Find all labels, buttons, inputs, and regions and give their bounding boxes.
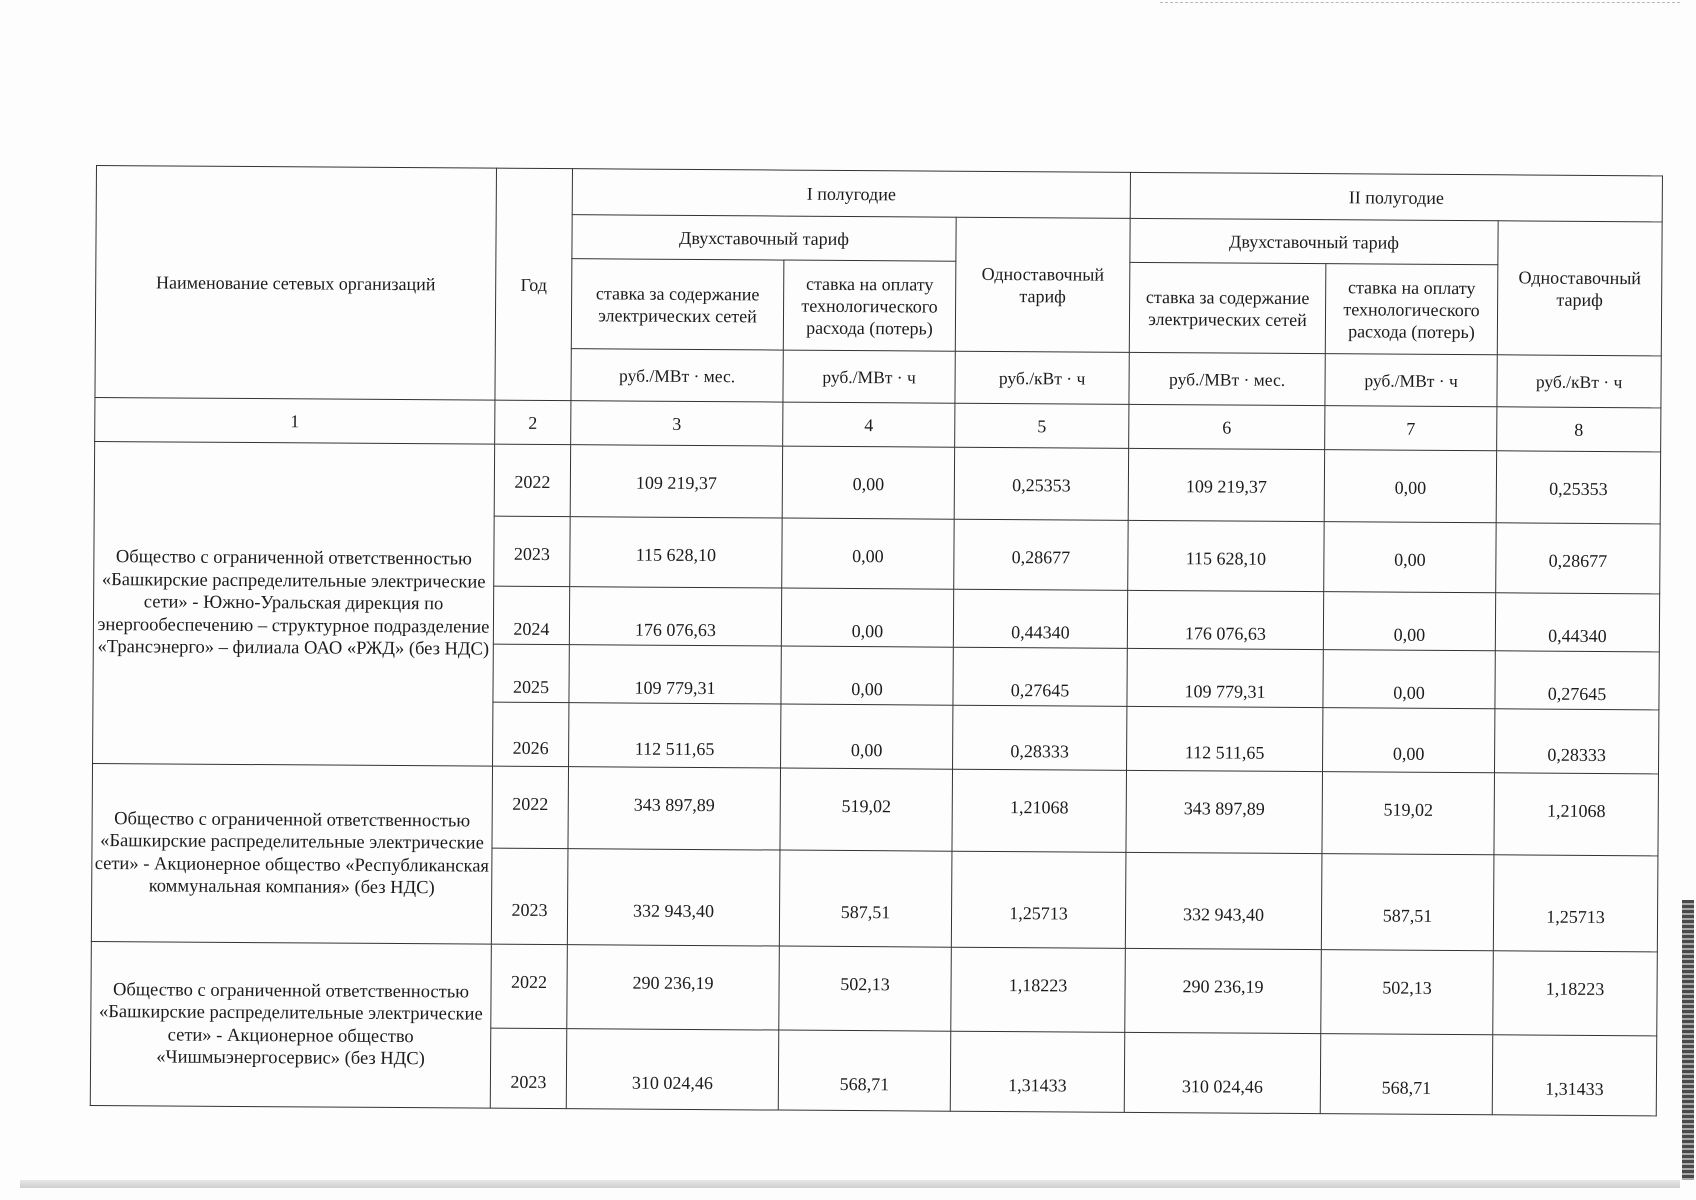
value-cell: 587,51: [1321, 854, 1494, 951]
value-cell: 109 219,37: [570, 445, 782, 518]
year-cell: 2022: [491, 944, 568, 1029]
header-unit-losses-2: руб./МВт · ч: [1325, 354, 1497, 407]
table-row: [94, 441, 1660, 523]
value-cell: 0,00: [781, 704, 953, 769]
header-unit-losses-1: руб./МВт · ч: [783, 350, 955, 403]
value-cell: 332 943,40: [1125, 852, 1322, 949]
value-cell: 519,02: [1322, 772, 1495, 855]
column-number: 2: [495, 400, 571, 445]
value-cell: 519,02: [780, 768, 953, 851]
year-cell: 2022: [492, 766, 569, 849]
value-cell: 1,31433: [950, 1031, 1125, 1112]
value-cell: 176 076,63: [569, 587, 781, 646]
year-cell: 2023: [494, 516, 570, 587]
value-cell: 0,00: [782, 446, 954, 519]
header-unit-single-1: руб./кВт · ч: [955, 351, 1129, 404]
value-cell: 568,71: [1320, 1034, 1493, 1115]
column-number: 1: [95, 397, 495, 444]
year-cell: 2023: [490, 1028, 567, 1109]
header-rate-losses-1: ставка на оплату технологического расхода (потерь): [783, 260, 956, 351]
table-body: [90, 441, 1660, 1115]
header-rate-maintenance-1: ставка за содержание электрических сетей: [571, 259, 784, 350]
value-cell: 290 236,19: [567, 945, 780, 1030]
column-number: 3: [571, 401, 783, 446]
header-rate-maintenance-2: ставка за содержание электрических сетей: [1129, 262, 1326, 353]
value-cell: 0,44340: [1495, 593, 1659, 652]
header-rate-losses-2: ставка на оплату технологического расхода (потерь): [1325, 264, 1498, 355]
value-cell: 1,21068: [952, 769, 1127, 852]
value-cell: 112 511,65: [569, 703, 781, 768]
scan-artifact-right: [1682, 900, 1694, 1180]
column-number: 8: [1497, 407, 1661, 452]
value-cell: 0,25353: [1496, 451, 1660, 524]
value-cell: 310 024,46: [1124, 1032, 1321, 1113]
value-cell: 115 628,10: [570, 517, 782, 588]
table-row: [92, 763, 1659, 855]
header-unit-maintenance-2: руб./МВт · мес.: [1129, 352, 1325, 405]
value-cell: 502,13: [1321, 950, 1494, 1035]
value-cell: 0,28333: [1495, 709, 1659, 774]
value-cell: 112 511,65: [1127, 706, 1323, 771]
header-year: Год: [495, 168, 573, 400]
header-org-name: Наименование сетевых организаций: [95, 166, 497, 401]
value-cell: 0,27645: [1495, 651, 1659, 710]
value-cell: 115 628,10: [1128, 520, 1324, 591]
header-half-2: II полугодие: [1130, 172, 1662, 222]
value-cell: 1,25713: [951, 851, 1126, 948]
column-number: 6: [1129, 404, 1325, 449]
value-cell: 1,18223: [1493, 951, 1658, 1036]
header-unit-single-2: руб./кВт · ч: [1497, 355, 1661, 408]
value-cell: 343 897,89: [568, 767, 781, 850]
column-number: 7: [1325, 406, 1497, 451]
value-cell: 0,00: [781, 588, 953, 647]
tariff-table: [90, 165, 1663, 1116]
column-number: 5: [955, 403, 1129, 448]
value-cell: 0,00: [782, 518, 954, 589]
header-two-part-tariff-2: Двухставочный тариф: [1130, 218, 1498, 264]
value-cell: 310 024,46: [566, 1029, 779, 1110]
year-cell: 2025: [493, 644, 569, 703]
scan-artifact-top: [1160, 2, 1680, 5]
value-cell: 290 236,19: [1125, 948, 1322, 1033]
org-name-3: Общество с ограниченной ответственностью «Башкирские распределительные электрические сети» - Акционерное общество «Чишмыэнергосервис» (без НДС): [90, 941, 491, 1108]
year-cell: 2022: [494, 444, 570, 517]
column-number: 4: [783, 402, 955, 447]
value-cell: 0,00: [1324, 522, 1496, 593]
value-cell: 109 779,31: [569, 645, 781, 704]
value-cell: 1,21068: [1494, 773, 1659, 856]
table-row: [91, 941, 1658, 1035]
value-cell: 176 076,63: [1127, 590, 1323, 649]
value-cell: 0,28333: [953, 705, 1127, 770]
year-cell: 2023: [491, 848, 568, 945]
header-half-1: I полугодие: [572, 169, 1130, 219]
value-cell: 0,25353: [954, 447, 1128, 520]
value-cell: 0,27645: [953, 647, 1127, 706]
value-cell: 0,28677: [954, 519, 1128, 590]
value-cell: 1,18223: [951, 947, 1126, 1032]
value-cell: 332 943,40: [567, 849, 780, 946]
value-cell: 1,31433: [1492, 1035, 1657, 1116]
org-name-1: Общество с ограниченной ответственностью «Башкирские распределительные электрические сети» - Южно-Уральская дирекция по энергообеспечению – структурное подразделение «Трансэнерго» – филиала ОАО «РЖД» (без НДС): [93, 441, 495, 766]
value-cell: 0,00: [1323, 650, 1495, 709]
value-cell: 0,00: [1323, 708, 1495, 773]
tariff-table-wrapper: [90, 165, 1662, 1116]
year-cell: 2026: [493, 702, 569, 767]
value-cell: 0,28677: [1496, 523, 1660, 594]
value-cell: 343 897,89: [1126, 770, 1323, 853]
header-single-rate-2: Одноставочный тариф: [1497, 221, 1662, 356]
value-cell: 0,00: [1323, 592, 1495, 651]
value-cell: 1,25713: [1493, 855, 1658, 952]
scan-artifact-bottom: [20, 1180, 1680, 1188]
value-cell: 0,44340: [953, 589, 1127, 648]
value-cell: 502,13: [779, 946, 952, 1031]
header-unit-maintenance-1: руб./МВт · мес.: [571, 349, 783, 402]
value-cell: 568,71: [778, 1030, 951, 1111]
value-cell: 0,00: [1324, 450, 1496, 523]
value-cell: 109 219,37: [1128, 448, 1324, 521]
header-two-part-tariff-1: Двухставочный тариф: [572, 215, 956, 262]
year-cell: 2024: [493, 586, 569, 645]
org-name-2: Общество с ограниченной ответственностью «Башкирские распределительные электрические сети» - Акционерное общество «Республиканская коммунальная компания» (без НДС): [91, 763, 492, 944]
header-single-rate-1: Одноставочный тариф: [955, 217, 1130, 352]
value-cell: 109 779,31: [1127, 648, 1323, 707]
value-cell: 587,51: [779, 850, 952, 947]
value-cell: 0,00: [781, 646, 953, 705]
